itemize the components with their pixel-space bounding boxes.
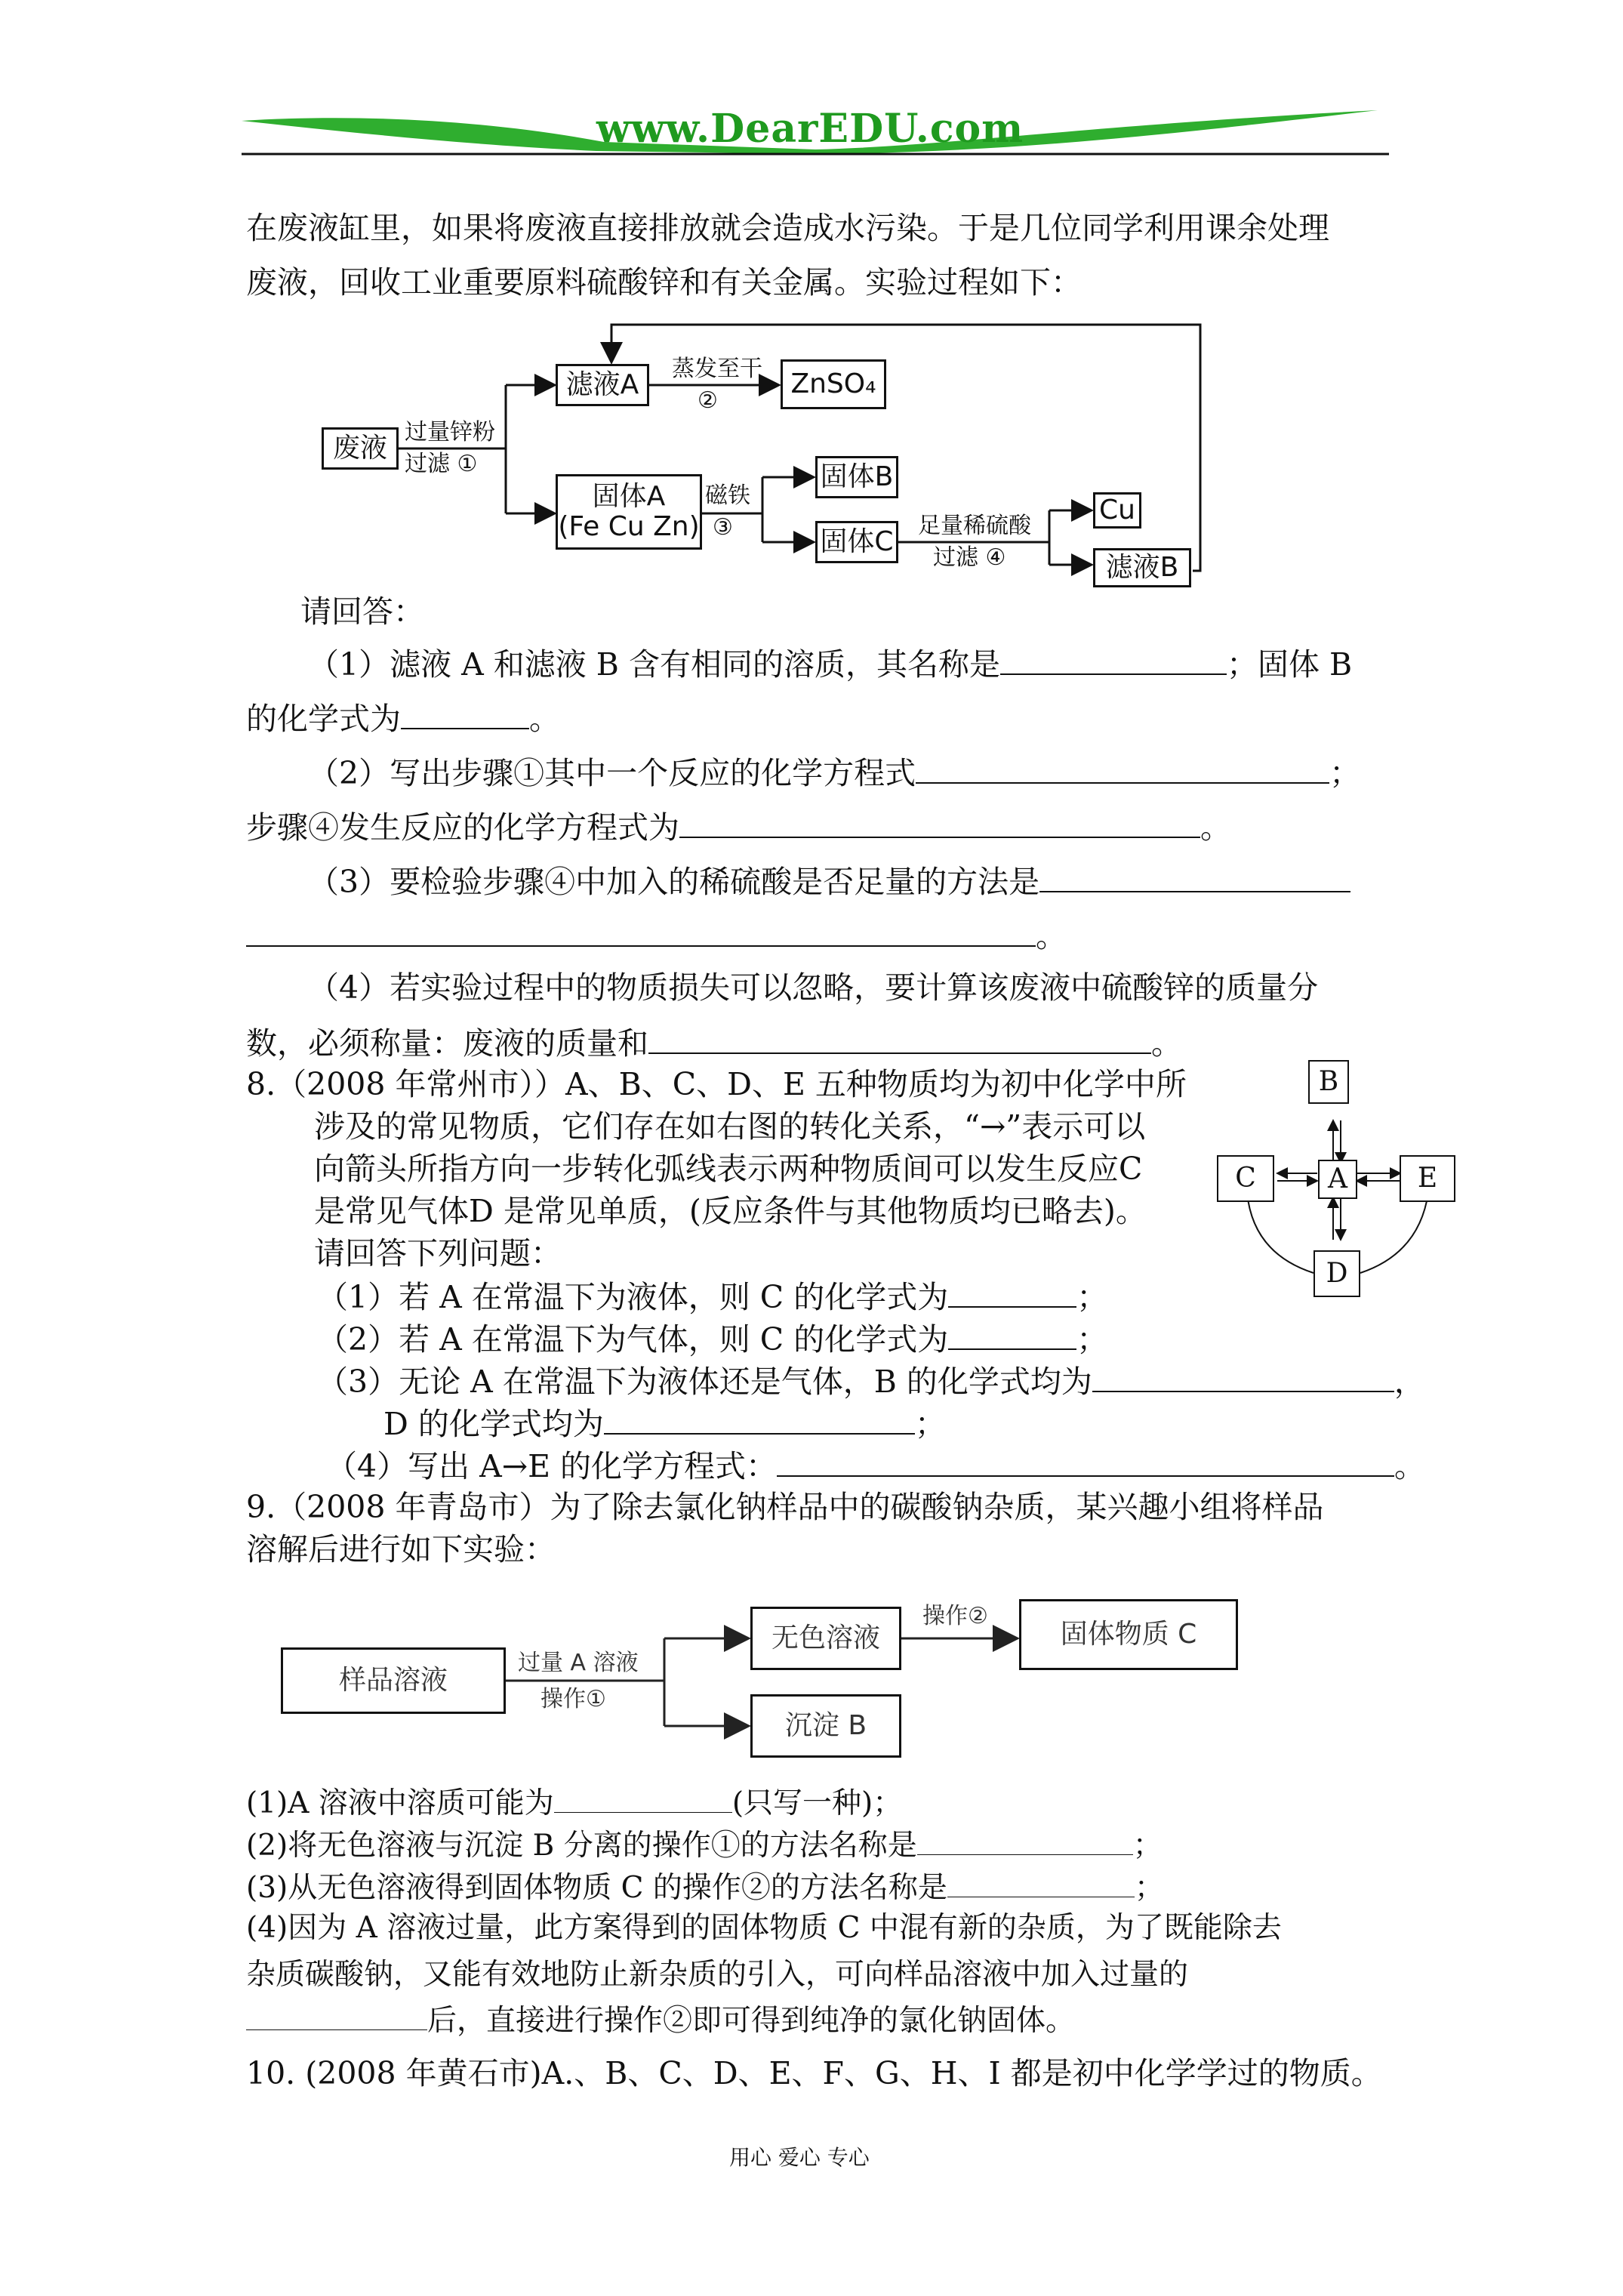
q8-sub-2-semi: ；	[1076, 1321, 1108, 1358]
q8-line-2: 涉及的常见物质，它们存在如右图的转化关系，“→”表示可以	[314, 1108, 1146, 1145]
q7-part3-text-a: （3）要检验步骤④中加入的稀硫酸是否足量的方法是	[308, 864, 1040, 900]
q8-sub-1-text: （1）若 A 在常温下为液体，则 C 的化学式为	[317, 1279, 949, 1315]
flow1-filtrate-a-box: 滤液A	[556, 364, 649, 406]
q9-answer-3-text: (3)从无色溶液得到固体物质 C 的操作②的方法名称是	[246, 1871, 947, 1905]
q8-sub-3a-comma: ，	[1394, 1364, 1425, 1400]
q9-answer-4-text: 后，直接进行操作②即可得到纯净的氯化钠固体。	[427, 2004, 1076, 2038]
q8-sub-1-semi: ；	[1076, 1279, 1108, 1315]
flow1-solid-a-label: 固体A	[592, 481, 666, 512]
flow1-step1-top-label: 过量锌粉	[405, 419, 495, 445]
q7-part3-text-b: 。	[1036, 918, 1067, 954]
q8-sub-3a-text: （3）无论 A 在常温下为液体还是气体，B 的化学式均为	[317, 1364, 1092, 1400]
q9-solid-c-box: 固体物质 C	[1019, 1599, 1238, 1670]
flow1-acid-bottom-label: 过滤 ④	[933, 544, 1006, 571]
q9-answer-4-blank[interactable]	[246, 1999, 427, 2030]
flow1-magnet-label: 磁铁	[705, 482, 750, 509]
q9-step1-bottom-label: 操作①	[540, 1686, 606, 1712]
q9-answer-4-line2: 杂质碳酸钠，又能有效地防止新杂质的引入，可向样品溶液中加入过量的	[246, 1958, 1189, 1992]
q8-sub-2-text: （2）若 A 在常温下为气体，则 C 的化学式为	[317, 1321, 949, 1358]
q7-part2-text-b: ；	[1329, 755, 1361, 791]
q8-node-c: C	[1217, 1155, 1274, 1202]
q7-part1-text-a: （1）滤液 A 和滤液 B 含有相同的溶质，其名称是	[308, 646, 1000, 683]
q9-answer-2-blank[interactable]	[917, 1824, 1133, 1855]
q9-answer-4-line3	[246, 1999, 1075, 2041]
q9-answer-3-blank[interactable]	[947, 1866, 1135, 1897]
q9-answer-1-blank[interactable]	[554, 1782, 732, 1813]
q9-step1-top-label: 过量 A 溶液	[518, 1650, 639, 1676]
q9-line-1: 9.（2008 年青岛市）为了除去氯化钠样品中的碳酸钠杂质，某兴趣小组将样品	[246, 1489, 1324, 1525]
q8-sub-4-text: （4）写出 A→E 的化学方程式：	[326, 1448, 778, 1484]
q9-answer-1-tail: (只写一种)；	[731, 1786, 903, 1820]
flow1-step1-bottom-label: 过滤 ①	[405, 451, 478, 477]
flow1-evap-step: ②	[698, 387, 718, 414]
q8-node-e: E	[1400, 1155, 1455, 1202]
q8-node-b: B	[1308, 1060, 1349, 1104]
flow1-acid-label: 足量稀硫酸	[918, 513, 1031, 539]
q8-line-5: 请回答下列问题：	[314, 1235, 562, 1271]
q8-sub-4-period: 。	[1394, 1448, 1426, 1484]
q9-sample-box: 样品溶液	[281, 1647, 506, 1714]
q7-part2-text-c: 步骤④发生反应的化学方程式为	[246, 809, 679, 846]
intro-line-2: 废液，回收工业重要原料硫酸锌和有关金属。实验过程如下：	[246, 264, 1082, 300]
intro-line-1: 在废液缸里，如果将废液直接排放就会造成水污染。于是几位同学利用课余处理	[246, 210, 1329, 246]
q7-part2-text-a: （2）写出步骤①其中一个反应的化学方程式	[308, 755, 916, 791]
flow1-solid-b-box: 固体B	[815, 456, 898, 498]
q9-answer-2	[246, 1824, 1163, 1866]
q7-part4-text-b: 数，必须称量：废液的质量和	[246, 1025, 648, 1062]
q8-node-a: A	[1318, 1160, 1357, 1199]
q7-prompt: 请回答：	[300, 593, 424, 630]
q8-line-3: 向箭头所指方向一步转化弧线表示两种物质间可以发生反应C	[314, 1151, 1143, 1187]
q9-line-2: 溶解后进行如下实验：	[246, 1531, 556, 1567]
q7-part1-text-b: ；固体 B	[1226, 646, 1353, 683]
q8-line-1: 8.（2008 年常州市））A、B、C、D、E 五种物质均为初中化学中所	[246, 1066, 1187, 1102]
q7-part1-text-d: 。	[529, 701, 560, 737]
flow1-znso4-box: ZnSO₄	[781, 359, 886, 409]
q9-op2-label: 操作②	[922, 1603, 988, 1629]
q9-answer-3-semi: ；	[1134, 1871, 1164, 1905]
q9-precip-box: 沉淀 B	[750, 1694, 901, 1758]
q7-part4-text-c: 。	[1151, 1025, 1182, 1062]
q10-line-1: 10. (2008 年黄石市)A.、B、C、D、E、F、G、H、I 都是初中化学学过的物质。	[246, 2055, 1382, 2091]
q9-answer-1-text: (1)A 溶液中溶质可能为	[246, 1786, 554, 1820]
q8-line-4: 是常见气体D 是常见单质，(反应条件与其他物质均已略去)。	[314, 1193, 1147, 1229]
q8-sub-3b-semi: ；	[914, 1406, 946, 1442]
q9-answer-3	[246, 1866, 1164, 1908]
q7-part1-text-c: 的化学式为	[246, 701, 401, 737]
q8-sub-3b-text: D 的化学式均为	[383, 1406, 604, 1442]
flow1-magnet-step: ③	[713, 514, 733, 541]
q9-answer-2-semi: ；	[1132, 1829, 1163, 1863]
q8-node-d: D	[1313, 1250, 1360, 1297]
q9-answer-1	[246, 1782, 902, 1823]
flow1-waste-box: 废液	[322, 427, 399, 470]
page-footer: 用心 爱心 专心	[729, 2145, 870, 2170]
flow1-evap-label: 蒸发至干	[672, 356, 762, 382]
flow1-cu-box: Cu	[1093, 492, 1141, 529]
q9-answer-2-text: (2)将无色溶液与沉淀 B 分离的操作①的方法名称是	[246, 1829, 917, 1863]
q7-part4-line1: （4）若实验过程中的物质损失可以忽略，要计算该废液中硫酸锌的质量分	[308, 969, 1319, 1006]
flow1-solid-c-box: 固体C	[815, 521, 898, 563]
q9-colorless-box: 无色溶液	[750, 1607, 901, 1670]
q9-answer-4-line1: (4)因为 A 溶液过量，此方案得到的固体物质 C 中混有新的杂质，为了既能除去	[246, 1911, 1282, 1945]
site-logo: www.DearEDU.com	[596, 106, 1024, 152]
flow1-filtrate-b-box: 滤液B	[1093, 548, 1191, 587]
q7-part2-text-d: 。	[1200, 809, 1231, 846]
flow1-solid-a-composition: (Fe Cu Zn)	[558, 511, 700, 542]
